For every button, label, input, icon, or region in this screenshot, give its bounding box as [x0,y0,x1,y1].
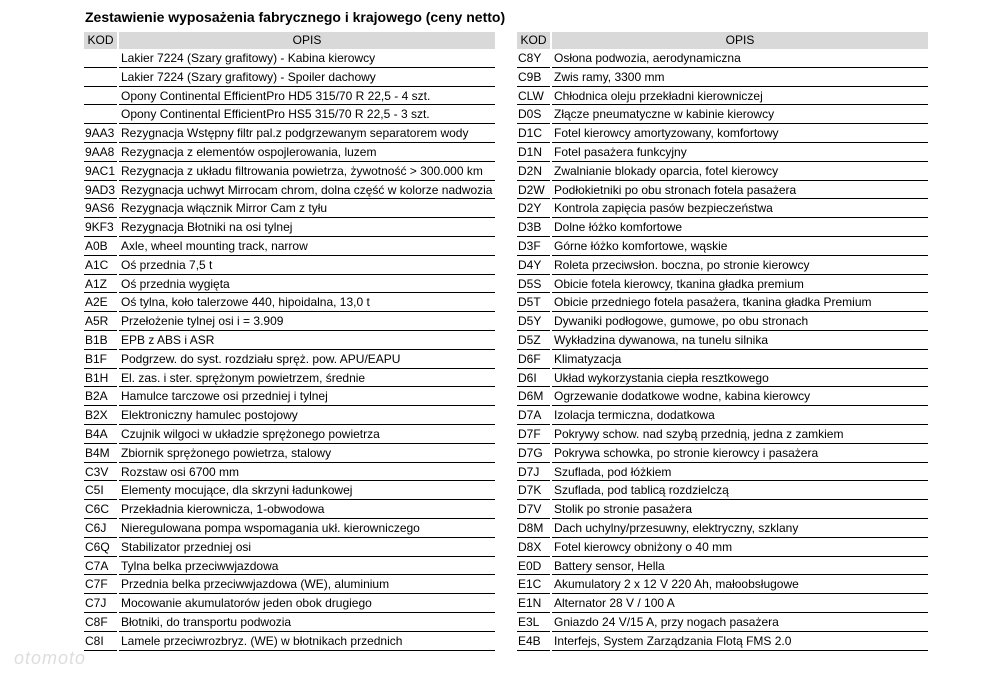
row-code: A1C [84,256,117,275]
row-code [84,68,117,87]
row-description: Rezygnacja uchwyt Mirrocam chrom, dolna część w kolorze nadwozia [119,181,495,200]
row-description: Oś przednia 7,5 t [119,256,495,275]
row-description: Szuflada, pod tablicą rozdzielczą [552,481,928,500]
row-description: Ogrzewanie dodatkowe wodne, kabina kierowcy [552,387,928,406]
row-description: Błotniki, do transportu podwozia [119,613,495,632]
row-description: Rezygnacja Wstępny filtr pal.z podgrzewanym separatorem wody [119,124,495,143]
row-code: C8I [84,632,117,651]
table-row [517,68,928,87]
row-description: Rezygnacja z elementów ospojlerowania, luzem [119,143,495,162]
row-description: Opony Continental EfficientPro HS5 315/70 R 22,5 - 3 szt. [119,105,495,124]
table-row [517,538,928,557]
row-description: Stabilizator przedniej osi [119,538,495,557]
table-row [84,350,495,369]
row-code: C6C [84,500,117,519]
table-header [84,32,495,49]
table-header [517,32,928,49]
row-code: A5R [84,312,117,331]
row-description: Rozstaw osi 6700 mm [119,463,495,482]
row-code: CLW [517,87,550,106]
row-description: Lakier 7224 (Szary grafitowy) - Kabina kierowcy [119,49,495,68]
table-row [517,162,928,181]
row-code: C7J [84,594,117,613]
table-row [517,500,928,519]
table-row [84,162,495,181]
table-row [517,557,928,576]
row-code: D1C [517,124,550,143]
row-description: Czujnik wilgoci w układzie sprężonego powietrza [119,425,495,444]
row-description: Przekładnia kierownicza, 1-obwodowa [119,500,495,519]
row-description: Układ wykorzystania ciepła resztkowego [552,369,928,388]
row-description: Przednia belka przeciwwjazdowa (WE), aluminium [119,575,495,594]
table-row [517,425,928,444]
row-code: C8Y [517,49,550,68]
row-code: B1F [84,350,117,369]
table-row [517,331,928,350]
watermark-logo: otomoto [14,648,87,668]
row-description: Zbiornik sprężonego powietrza, stalowy [119,444,495,463]
header-kod: KOD [84,32,117,49]
table-row [84,594,495,613]
row-description: Podłokietniki po obu stronach fotela pasażera [552,181,928,200]
row-code: C8F [84,613,117,632]
row-description: Mocowanie akumulatorów jeden obok drugiego [119,594,495,613]
row-description: Przełożenie tylnej osi i = 3.909 [119,312,495,331]
row-code: D7V [517,500,550,519]
row-code: 9AA3 [84,124,117,143]
table-row [84,331,495,350]
table-row [517,350,928,369]
row-code: D8X [517,538,550,557]
table-row [84,444,495,463]
table-row [517,49,928,68]
table-row [84,387,495,406]
row-code: D6F [517,350,550,369]
row-code: C9B [517,68,550,87]
table-row [517,406,928,425]
table-row [84,293,495,312]
row-description: Złącze pneumatyczne w kabinie kierowcy [552,105,928,124]
row-code: E3L [517,613,550,632]
table-row [84,481,495,500]
row-description: EPB z ABS i ASR [119,331,495,350]
table-row [84,538,495,557]
row-code: D2W [517,181,550,200]
row-code: C3V [84,463,117,482]
row-code: 9AS6 [84,199,117,218]
table-row [84,406,495,425]
equipment-table-left [84,32,495,651]
table-row [517,218,928,237]
row-description: Opony Continental EfficientPro HD5 315/70 R 22,5 - 4 szt. [119,87,495,106]
row-description: Rezygnacja Błotniki na osi tylnej [119,218,495,237]
row-code: E0D [517,557,550,576]
row-description: Gniazdo 24 V/15 A, przy nogach pasażera [552,613,928,632]
row-code: B4M [84,444,117,463]
row-code: E4B [517,632,550,651]
table-row [517,387,928,406]
row-code: B4A [84,425,117,444]
table-row [517,613,928,632]
table-row [517,519,928,538]
row-code: A0B [84,237,117,256]
row-code: A1Z [84,275,117,294]
row-description: Kontrola zapięcia pasów bezpieczeństwa [552,199,928,218]
row-description: Szuflada, pod łóżkiem [552,463,928,482]
row-description: Interfejs, System Zarządzania Flotą FMS 2.0 [552,632,928,651]
table-row [84,199,495,218]
row-description: Pokrywy schow. nad szybą przednią, jedna z zamkiem [552,425,928,444]
row-description: Izolacja termiczna, dodatkowa [552,406,928,425]
header-kod: KOD [517,32,550,49]
row-code: D5S [517,275,550,294]
table-row [84,87,495,106]
row-code: E1N [517,594,550,613]
table-row [517,199,928,218]
row-description: Dywaniki podłogowe, gumowe, po obu stronach [552,312,928,331]
row-code: D2Y [517,199,550,218]
table-row [84,557,495,576]
table-row [84,312,495,331]
row-code: D7J [517,463,550,482]
row-code: D5Z [517,331,550,350]
row-code: D3B [517,218,550,237]
table-row [84,68,495,87]
table-row [84,49,495,68]
row-description: Dach uchylny/przesuwny, elektryczny, szklany [552,519,928,538]
row-code: A2E [84,293,117,312]
row-description: Osłona podwozia, aerodynamiczna [552,49,928,68]
row-description: Lamele przeciwrozbryz. (WE) w błotnikach przednich [119,632,495,651]
row-code: D3F [517,237,550,256]
row-code: B2X [84,406,117,425]
row-code: B1B [84,331,117,350]
row-description: Nieregulowana pompa wspomagania ukł. kierowniczego [119,519,495,538]
equipment-table-right [517,32,928,651]
table-row [517,143,928,162]
table-row [84,256,495,275]
table-row [517,293,928,312]
row-code: D6M [517,387,550,406]
row-description: Obicie fotela kierowcy, tkanina gładka premium [552,275,928,294]
table-row [517,275,928,294]
table-row [84,237,495,256]
row-code: E1C [517,575,550,594]
row-code: B2A [84,387,117,406]
row-code: C7A [84,557,117,576]
row-description: Dolne łóżko komfortowe [552,218,928,237]
row-description: Hamulce tarczowe osi przedniej i tylnej [119,387,495,406]
row-code: C5I [84,481,117,500]
row-description: Zwis ramy, 3300 mm [552,68,928,87]
table-row [517,256,928,275]
row-code [84,49,117,68]
header-opis: OPIS [119,32,495,49]
row-code: D5Y [517,312,550,331]
row-description: Fotel kierowcy amortyzowany, komfortowy [552,124,928,143]
table-row [84,369,495,388]
row-code [84,87,117,106]
row-description: Lakier 7224 (Szary grafitowy) - Spoiler dachowy [119,68,495,87]
row-description: Chłodnica oleju przekładni kierowniczej [552,87,928,106]
table-row [517,312,928,331]
row-description: Elementy mocujące, dla skrzyni ładunkowej [119,481,495,500]
row-description: Zwalnianie blokady oparcia, fotel kierowcy [552,162,928,181]
table-row [84,218,495,237]
table-row [517,369,928,388]
row-code: D7G [517,444,550,463]
table-row [517,87,928,106]
row-code: 9AA8 [84,143,117,162]
row-code: 9AD3 [84,181,117,200]
table-row [84,275,495,294]
row-code: C6J [84,519,117,538]
row-description: Alternator 28 V / 100 A [552,594,928,613]
row-code: D7A [517,406,550,425]
table-row [84,425,495,444]
row-code: C6Q [84,538,117,557]
table-row [84,519,495,538]
row-code [84,105,117,124]
row-description: Battery sensor, Hella [552,557,928,576]
table-row [517,124,928,143]
row-description: Oś przednia wygięta [119,275,495,294]
row-description: Rezygnacja z układu filtrowania powietrza, żywotność > 300.000 km [119,162,495,181]
row-description: Wykładzina dywanowa, na tunelu silnika [552,331,928,350]
left-rows [84,49,495,651]
row-code: D7F [517,425,550,444]
table-row [517,481,928,500]
row-description: Oś tylna, koło talerzowe 440, hipoidalna, 13,0 t [119,293,495,312]
table-row [517,237,928,256]
row-code: D6I [517,369,550,388]
row-description: Górne łóżko komfortowe, wąskie [552,237,928,256]
page-title: Zestawienie wyposażenia fabrycznego i krajowego (ceny netto) [85,9,506,25]
table-row [84,463,495,482]
row-code: D7K [517,481,550,500]
row-description: Fotel kierowcy obniżony o 40 mm [552,538,928,557]
row-code: D4Y [517,256,550,275]
table-row [517,463,928,482]
row-code: D2N [517,162,550,181]
row-description: Obicie przedniego fotela pasażera, tkanina gładka Premium [552,293,928,312]
row-code: D8M [517,519,550,538]
table-row [517,105,928,124]
table-row [84,575,495,594]
row-code: C7F [84,575,117,594]
row-description: Elektroniczny hamulec postojowy [119,406,495,425]
header-opis: OPIS [552,32,928,49]
table-row [517,594,928,613]
row-code: D1N [517,143,550,162]
row-description: El. zas. i ster. sprężonym powietrzem, średnie [119,369,495,388]
row-code: 9KF3 [84,218,117,237]
row-code: 9AC1 [84,162,117,181]
table-row [517,181,928,200]
row-description: Roleta przeciwsłon. boczna, po stronie kierowcy [552,256,928,275]
table-row [517,575,928,594]
table-row [84,124,495,143]
table-row [84,143,495,162]
row-description: Fotel pasażera funkcyjny [552,143,928,162]
table-row [84,632,495,651]
row-description: Stolik po stronie pasażera [552,500,928,519]
row-description: Rezygnacja włącznik Mirror Cam z tyłu [119,199,495,218]
table-row [517,444,928,463]
row-description: Klimatyzacja [552,350,928,369]
right-rows [517,49,928,651]
row-code: D0S [517,105,550,124]
row-description: Pokrywa schowka, po stronie kierowcy i pasażera [552,444,928,463]
table-row [517,632,928,651]
table-row [84,500,495,519]
row-description: Axle, wheel mounting track, narrow [119,237,495,256]
row-description: Tylna belka przeciwwjazdowa [119,557,495,576]
table-row [84,181,495,200]
row-description: Akumulatory 2 x 12 V 220 Ah, małoobsługowe [552,575,928,594]
row-code: B1H [84,369,117,388]
row-code: D5T [517,293,550,312]
row-description: Podgrzew. do syst. rozdziału spręż. pow. APU/EAPU [119,350,495,369]
table-row [84,105,495,124]
table-row [84,613,495,632]
